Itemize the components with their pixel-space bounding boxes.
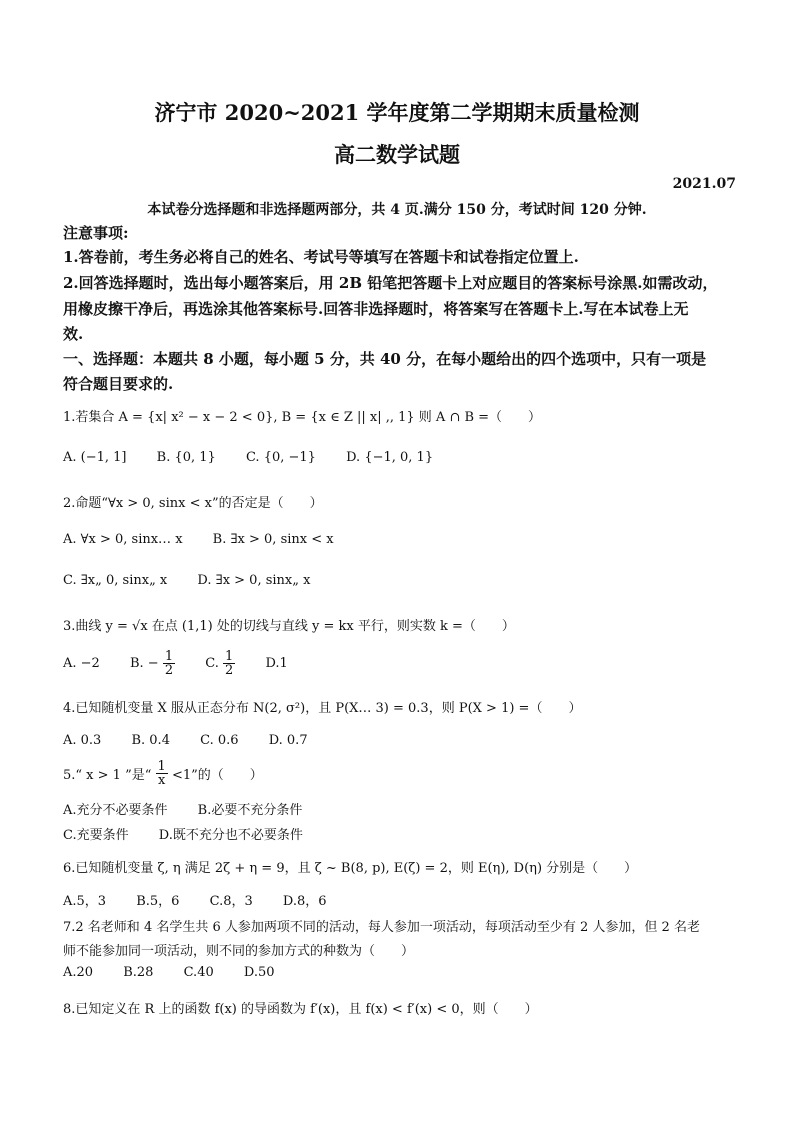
option-a: A. 0.3: [63, 733, 102, 748]
option-b: B.28: [123, 965, 154, 980]
question-8-stem: 8.已知定义在 R 上的函数 f(x) 的导函数为 f′(x)，且 f(x) < f′(x) < 0，则（ ）: [63, 1002, 538, 1017]
stem-text: 5.“ x > 1 ”是“: [63, 768, 152, 783]
question-7-stem-line-1: 7.2 名老师和 4 名学生共 6 人参加两项不同的活动，每人参加一项活动，每项活动至少有 2 人参加，但 2 名老: [63, 920, 700, 935]
option-c: C.8，3: [209, 894, 253, 909]
question-1-options: [63, 450, 433, 465]
stem-text: <1”的（ ）: [171, 768, 263, 783]
numerator: 1: [157, 759, 166, 774]
one-over-x-fraction: [156, 760, 168, 787]
section-heading-line-1: 一、选择题：本题共 8 小题，每小题 5 分，共 40 分，在每小题给出的四个选项中，只有一项是: [63, 350, 707, 368]
option-b: B. {0, 1}: [156, 450, 216, 465]
numerator: 1: [164, 649, 174, 664]
question-6-stem: 6.已知随机变量 ζ, η 满足 2ζ + η = 9，且 ζ ~ B(8, p), E(ζ) = 2，则 E(η), D(η) 分别是（ ）: [63, 861, 638, 876]
option-c: C.: [205, 656, 219, 671]
option-c: C. ∃x„ 0, sinx„ x: [63, 573, 168, 588]
question-2-options-row-2: [63, 573, 310, 588]
option-c: C.40: [183, 965, 214, 980]
notice-item-2-line-2: 用橡皮擦干净后，再选涂其他答案标号.回答非选择题时，将答案写在答题卡上.写在本试卷上无: [63, 300, 689, 318]
section-heading-line-2: 符合题目要求的.: [63, 375, 174, 393]
question-7-options: [63, 965, 275, 980]
option-a: A.20: [63, 965, 94, 980]
question-4-stem: 4.已知随机变量 X 服从正态分布 N(2, σ²)，且 P(X… 3) = 0.3，则 P(X > 1) =（ ）: [63, 701, 582, 716]
option-c: C. 0.6: [200, 733, 239, 748]
option-b: B.5，6: [136, 894, 180, 909]
question-4-options: [63, 733, 308, 748]
option-b: B. −: [129, 656, 159, 671]
option-c: C.充要条件: [63, 828, 129, 843]
option-b-fraction: [163, 650, 175, 677]
exam-subtitle: 高二数学试题: [334, 142, 460, 167]
denominator: x: [157, 773, 166, 788]
numerator: 1: [225, 649, 234, 664]
question-1-stem: 1.若集合 A = {x| x² − x − 2 < 0}, B = {x ∈ Z || x| ,, 1} 则 A ∩ B =（ ）: [63, 410, 542, 425]
question-3-options: [63, 650, 288, 677]
option-d: D.8，6: [282, 894, 327, 909]
exam-date: 2021.07: [672, 176, 736, 192]
notice-item-2-line-1: 2.回答选择题时，选出每小题答案后，用 2B 铅笔把答题卡上对应题目的答案标号涂黑.如需改动，: [63, 274, 718, 292]
option-d: D. ∃x > 0, sinx„ x: [197, 573, 311, 588]
option-d: D.既不充分也不必要条件: [158, 828, 303, 843]
option-b: B.必要不充分条件: [197, 803, 303, 818]
option-c-fraction: [223, 650, 235, 677]
notice-item-2-line-3: 效.: [63, 325, 84, 343]
exam-intro: 本试卷分选择题和非选择题两部分，共 4 页.满分 150 分，考试时间 120 分钟.: [147, 202, 647, 218]
exam-title: 济宁市 2020~2021 学年度第二学期期末质量检测: [154, 100, 640, 125]
question-5-stem: [63, 760, 263, 787]
option-a: A. ∀x > 0, sinx… x: [63, 532, 183, 547]
option-d: D. 0.7: [268, 733, 308, 748]
question-2-stem: 2.命题“∀x > 0, sinx < x”的否定是（ ）: [63, 496, 323, 511]
option-b: B. 0.4: [131, 733, 170, 748]
notice-item-1: 1.答卷前，考生务必将自己的姓名、考试号等填写在答题卡和试卷指定位置上.: [63, 248, 579, 266]
denominator: 2: [164, 663, 174, 678]
question-2-options-row-1: [63, 532, 334, 547]
option-d: D.50: [243, 965, 275, 980]
question-3-stem: 3.曲线 y = √x 在点 (1,1) 处的切线与直线 y = kx 平行，则实数 k =（ ）: [63, 619, 515, 634]
option-d: D.1: [265, 656, 288, 671]
question-5-options-row-1: [63, 799, 302, 818]
question-6-options: [63, 890, 327, 909]
question-7-stem-line-2: 师不能参加同一项活动，则不同的参加方式的种数为（ ）: [63, 944, 415, 959]
option-c: C. {0, −1}: [245, 450, 316, 465]
option-d: D. {−1, 0, 1}: [346, 450, 434, 465]
option-a: A. (−1, 1]: [63, 450, 127, 465]
option-a: A.5，3: [63, 894, 107, 909]
question-5-options-row-2: [63, 824, 303, 843]
option-a: A. −2: [63, 656, 100, 671]
notice-heading: 注意事项:: [63, 224, 129, 242]
option-a: A.充分不必要条件: [63, 803, 168, 818]
denominator: 2: [225, 663, 234, 678]
option-b: B. ∃x > 0, sinx < x: [212, 532, 334, 547]
